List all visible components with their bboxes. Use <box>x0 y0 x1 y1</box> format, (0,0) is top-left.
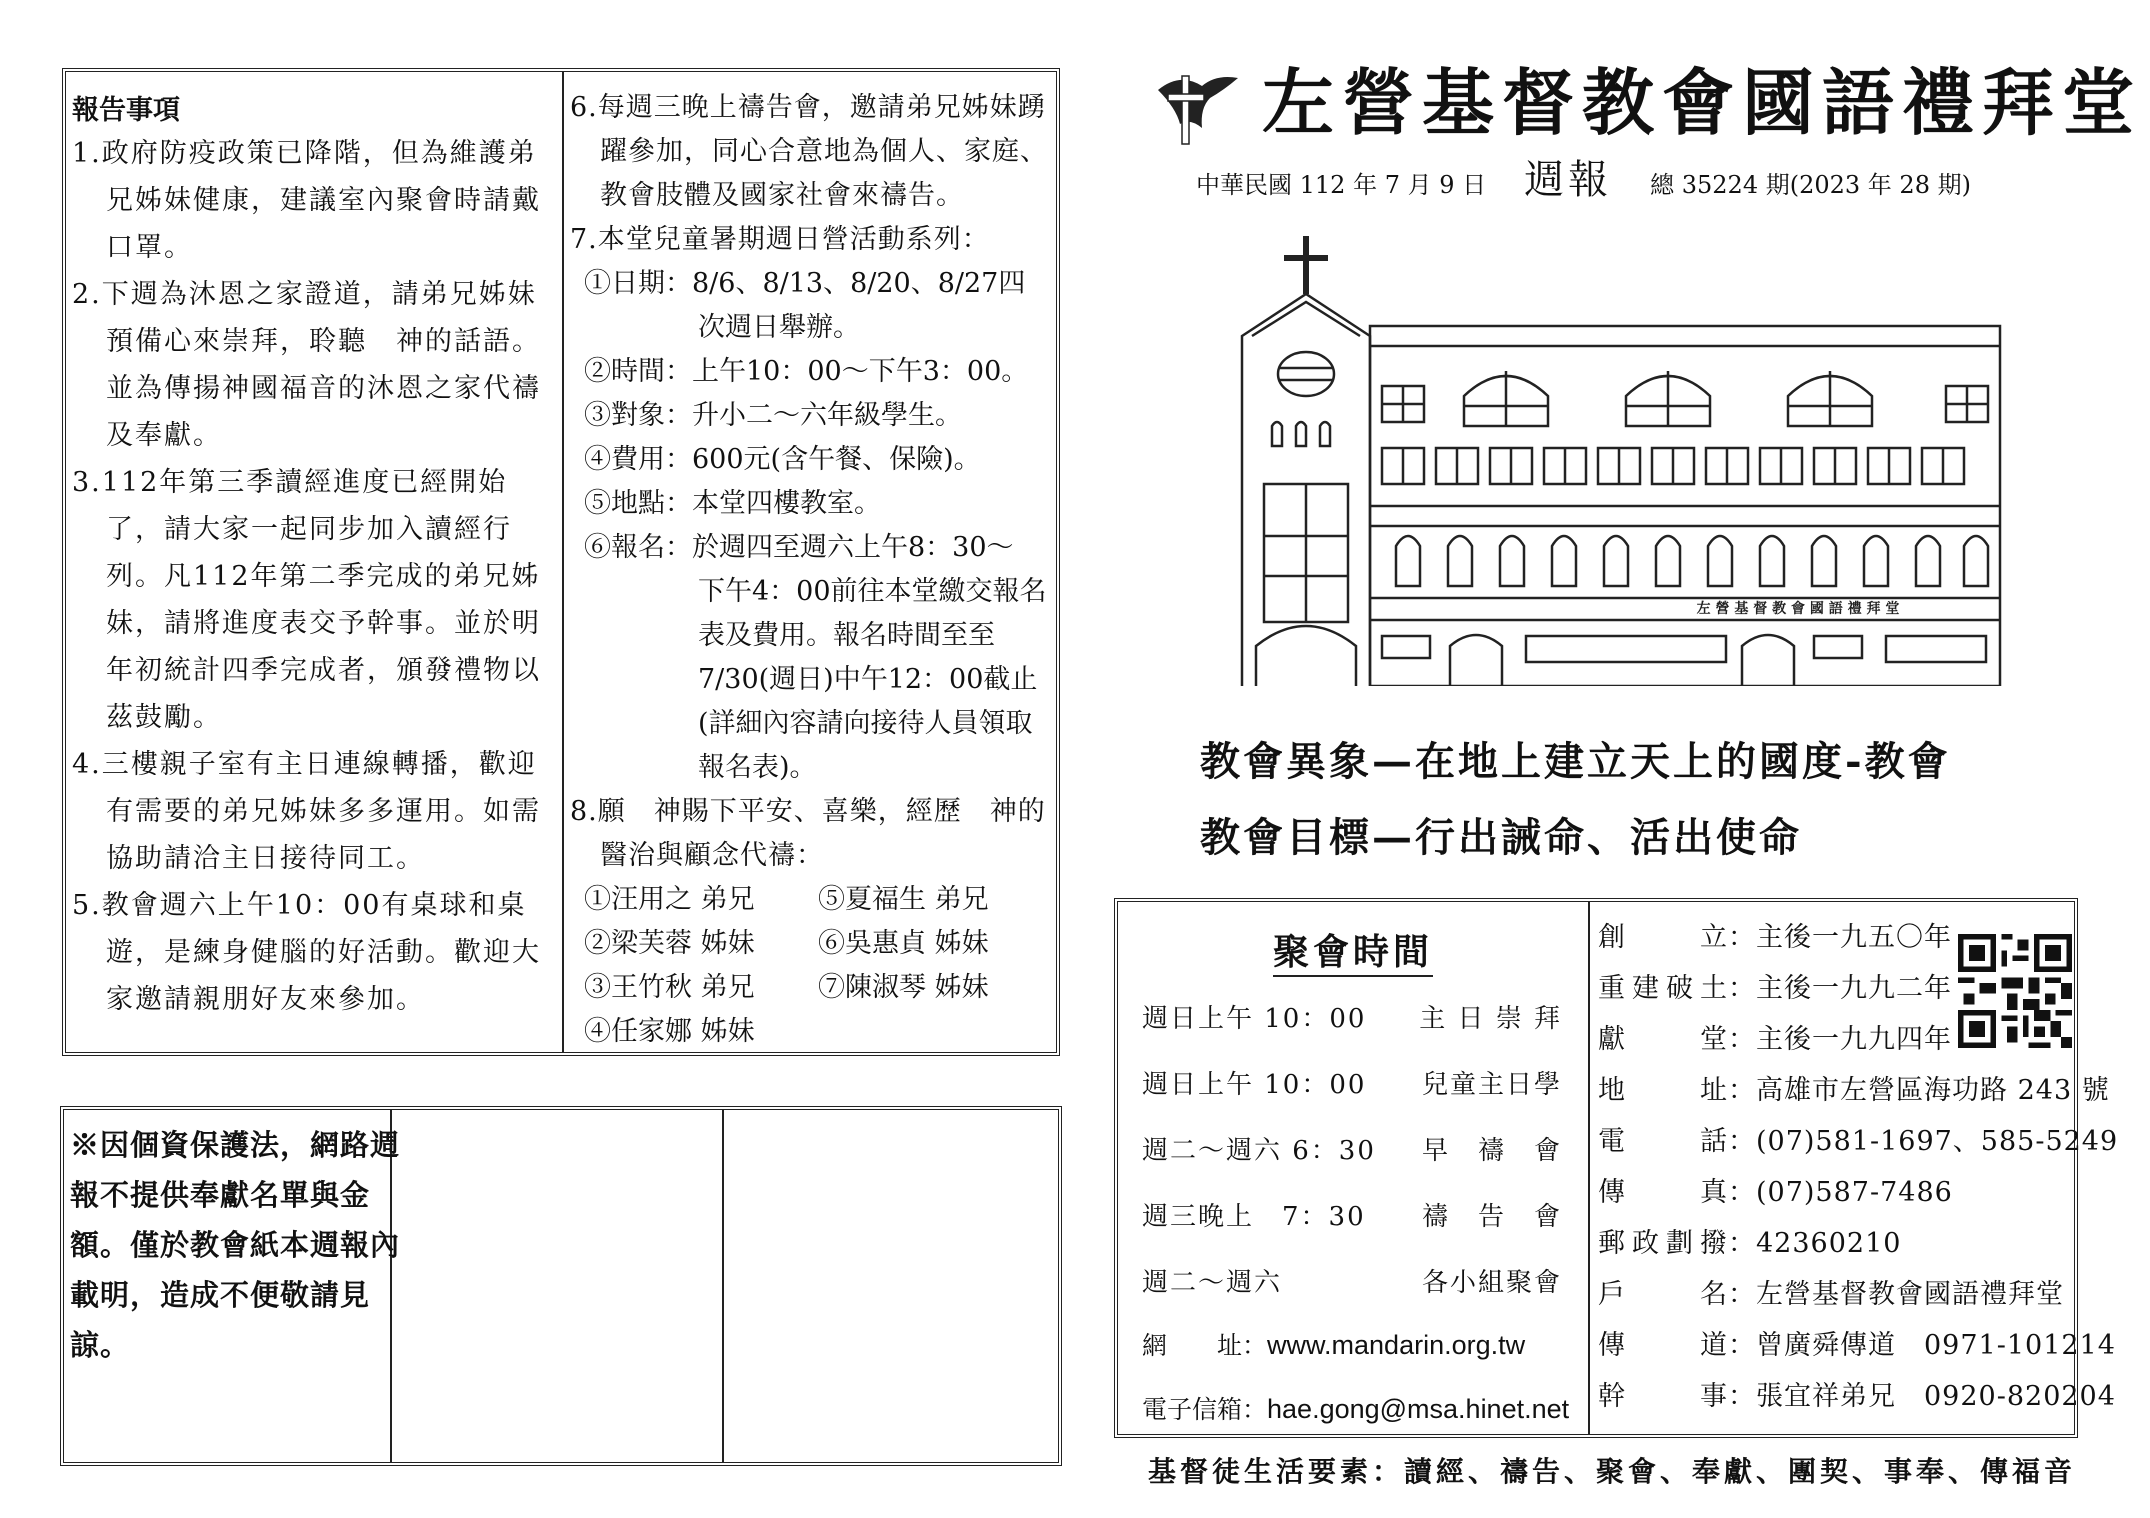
meeting-name: 兒童主日學 <box>1421 1070 1562 1100</box>
info-row: 電話：(07)581-1697、585-5249 <box>1598 1126 2119 1157</box>
announcements-column-1 <box>66 72 564 1052</box>
meeting-info-box <box>1114 898 2119 1438</box>
info-row: 獻堂：主後一九九四年 <box>1598 1024 1952 1055</box>
church-title: 左營基督教會國語禮拜堂 <box>1262 60 2143 145</box>
announcements-title: 報告事項 <box>72 95 180 126</box>
prayer-name: ④任家娜 姊妹 <box>584 1016 755 1047</box>
email-link[interactable]: hae.gong@msa.hinet.net <box>1267 1394 1570 1424</box>
church-logo-icon <box>1150 68 1242 146</box>
website-link[interactable]: www.mandarin.org.tw <box>1267 1330 1526 1360</box>
announcement-item: 4.三樓親子室有主日連線轉播，歡迎有需要的弟兄姊妹多多運用。如需協助請洽主日接待同工。 <box>72 749 541 874</box>
announcement-item: 1.政府防疫政策已降階，但為維護弟兄姊妹健康，建議室內聚會時請戴口罩。 <box>72 138 541 263</box>
camp-date-cont: 次週日舉辦。 <box>698 312 860 343</box>
qr-code-icon[interactable] <box>1958 934 2072 1048</box>
info-row: 創立：主後一九五〇年 <box>1598 922 1952 953</box>
info-row: 重建破土：主後一九九二年 <box>1598 973 1952 1004</box>
announcement-item: 5.教會週六上午10：00有桌球和桌遊，是練身健腦的好活動。歡迎大家邀請親朋好友來參加。 <box>72 890 541 1015</box>
announcements-box <box>62 68 1060 1056</box>
announcements-column-2 <box>564 72 1056 1052</box>
info-row: 幹事：張宜祥弟兄 0920-820204 <box>1598 1381 2116 1412</box>
prayer-name: ③王竹秋 弟兄 <box>584 972 755 1003</box>
announcement-item: 8.願 神賜下平安、喜樂，經歷 神的醫治與顧念代禱： <box>570 796 1046 871</box>
church-building-illustration <box>1236 236 2010 686</box>
meeting-name: 早 禱 會 <box>1421 1136 1562 1166</box>
info-row: 戶名：左營基督教會國語禮拜堂 <box>1598 1279 2064 1310</box>
christian-life-essentials: 基督徒生活要素：讀經、禱告、聚會、奉獻、團契、事奉、傳福音 <box>1148 1455 2077 1488</box>
prayer-name: ⑦陳淑琴 姊妹 <box>818 972 989 1003</box>
email-row: 電子信箱：hae.gong@msa.hinet.net <box>1142 1394 1570 1424</box>
meeting-row <box>1142 1130 1562 1167</box>
meeting-time: 週二～週六 6：30 <box>1142 1136 1376 1166</box>
prayer-name: ⑤夏福生 弟兄 <box>818 884 989 915</box>
empty-cell <box>390 1110 724 1462</box>
prayer-names <box>570 878 1052 1054</box>
building-sign: 左 營 基 督 教 會 國 語 禮 拜 堂 <box>1696 601 1900 617</box>
bulletin-dateline <box>1196 157 1971 205</box>
info-row: 地址：高雄市左營區海功路 243 號 <box>1598 1075 2110 1106</box>
camp-target: ③對象：升小二～六年級學生。 <box>584 400 962 431</box>
meeting-title: 聚會時間 <box>1273 931 1433 977</box>
privacy-box <box>60 1106 1062 1466</box>
prayer-name: ②梁芙蓉 姊妹 <box>584 928 755 959</box>
camp-date: ①日期：8/6、8/13、8/20、8/27四 <box>584 268 1026 299</box>
meeting-row <box>1142 1064 1562 1101</box>
bulletin-issue: 總 35224 期(2023 年 28 期) <box>1650 171 1971 199</box>
camp-signup: ⑥報名：於週四至週六上午8：30～ <box>584 532 1014 563</box>
meeting-time: 週日上午 10：00 <box>1142 1004 1367 1034</box>
meeting-row <box>1142 1262 1562 1299</box>
announcement-item: 2.下週為沐恩之家證道，請弟兄姊妹預備心來崇拜，聆聽 神的話語。並為傳揚神國福音的沐恩之家代禱及奉獻。 <box>72 279 541 451</box>
prayer-name: ①汪用之 弟兄 <box>584 884 755 915</box>
bulletin-label: 週報 <box>1524 157 1613 203</box>
meeting-row <box>1142 1196 1562 1233</box>
camp-fee: ④費用：600元(含午餐、保險)。 <box>584 444 981 475</box>
camp-place: ⑤地點：本堂四樓教室。 <box>584 488 881 519</box>
meeting-name: 主 日 崇 拜 <box>1419 1004 1562 1034</box>
camp-signup-cont: 下午4：00前往本堂繳交報名表及費用。報名時間至至7/30(週日)中午12：00截止(詳細內容請向接待人員領取報名表)。 <box>698 576 1047 783</box>
meeting-name: 各小組聚會 <box>1421 1268 1562 1298</box>
info-row: 傳道：曾廣舜傳道 0971-101214 <box>1598 1330 2116 1361</box>
meeting-time: 週三晚上 7：30 <box>1142 1202 1366 1232</box>
meeting-time: 週二～週六 <box>1142 1268 1283 1298</box>
privacy-notice: ※因個資保護法，網路週報不提供奉獻名單與金額。僅於教會紙本週報內載明，造成不便敬請見諒。 <box>70 1128 401 1362</box>
info-row: 郵政劃撥：42360210 <box>1598 1228 1902 1259</box>
meeting-name: 禱 告 會 <box>1421 1202 1562 1232</box>
bulletin-date: 中華民國 112 年 7 月 9 日 <box>1196 171 1487 199</box>
meeting-times <box>1118 902 1590 1434</box>
camp-time: ②時間：上午10：00～下午3：00。 <box>584 356 1029 387</box>
announcement-item: 6.每週三晚上禱告會，邀請弟兄姊妹踴躍參加，同心合意地為個人、家庭、教會肢體及國家社會來禱告。 <box>570 92 1048 211</box>
info-row: 傳真：(07)587-7486 <box>1598 1177 1953 1208</box>
meeting-time: 週日上午 10：00 <box>1142 1070 1367 1100</box>
announcement-item: 3.112年第三季讀經進度已經開始了，請大家一起同步加入讀經行列。凡112年第二季完成的弟兄姊妹，請將進度表交予幹事。並於明年初統計四季完成者，頒發禮物以茲鼓勵。 <box>72 467 541 733</box>
website-row: 網 址：www.mandarin.org.tw <box>1142 1330 1526 1360</box>
announcement-item: 7.本堂兒童暑期週日營活動系列： <box>570 224 990 255</box>
prayer-name <box>818 1010 1052 1054</box>
meeting-row <box>1142 998 1562 1035</box>
prayer-name: ⑥吳惠貞 姊妹 <box>818 928 989 959</box>
church-vision: 教會異象—在地上建立天上的國度-教會 <box>1200 738 1951 785</box>
church-goal: 教會目標—行出誡命、活出使命 <box>1200 814 1802 861</box>
